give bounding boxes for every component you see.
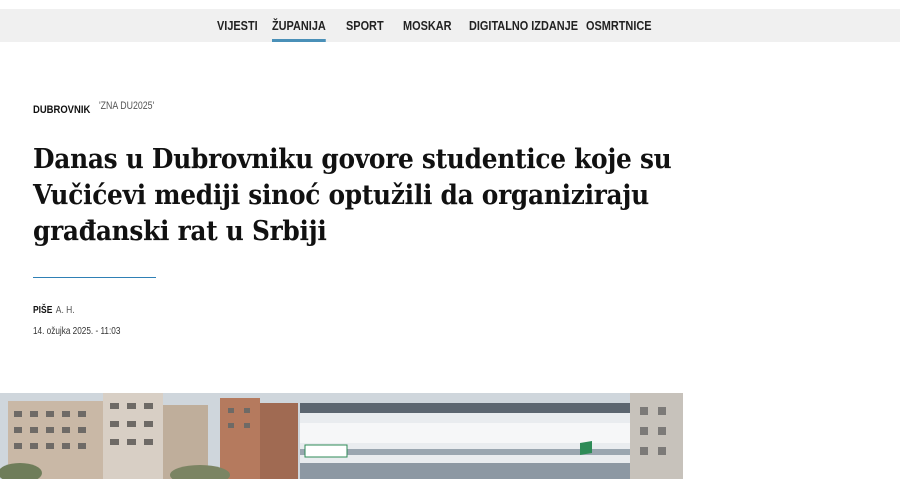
nav-item-moskar[interactable]: MOSKAR: [403, 18, 452, 33]
article-title: Danas u Dubrovniku govore studentice koje su Vučićevi mediji sinoć optužili da organiziraju građanski rat u Srbiji: [33, 144, 672, 247]
nav-item-vijesti[interactable]: VIJESTI: [217, 18, 258, 33]
publish-date: 14. ožujka 2025. - 11:03: [33, 326, 121, 337]
top-navigation: [0, 9, 900, 42]
category-link[interactable]: DUBROVNIK: [33, 104, 91, 116]
nav-item-sport[interactable]: SPORT: [346, 18, 384, 33]
nav-item-osmrtnice[interactable]: OSMRTNICE: [586, 18, 652, 33]
author-name[interactable]: A. H.: [55, 305, 75, 316]
article-photo-illustration: [0, 393, 683, 479]
tag-link[interactable]: 'ZNA DU2025': [99, 100, 155, 112]
author-label: PIŠE: [33, 305, 53, 316]
article-category-row: [33, 100, 155, 118]
byline: [33, 305, 75, 316]
nav-item-zupanija[interactable]: ŽUPANIJA: [272, 9, 326, 42]
nav-item-digitalno-izdanje[interactable]: DIGITALNO IZDANJE: [469, 18, 579, 33]
title-divider: [33, 277, 156, 278]
article-photo[interactable]: [0, 393, 683, 479]
